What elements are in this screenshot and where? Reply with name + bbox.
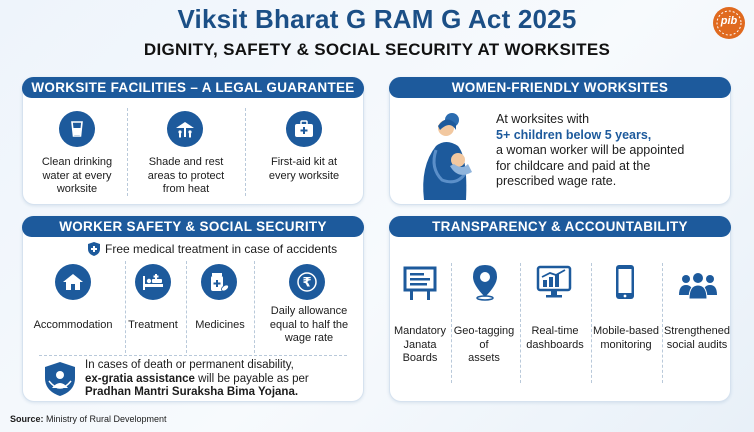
location-pin-icon — [470, 263, 500, 306]
free-treatment-text: Free medical treatment in case of accidents — [105, 242, 338, 256]
safety-caption-accommodation: Accommodation — [33, 319, 113, 331]
safety-caption-medicines: Medicines — [195, 319, 245, 331]
women-text: At worksites with 5+ children below 5 years, a woman worker will be appointed for childcare and paid at the prescribed wage rate. — [496, 112, 685, 188]
dashboard-monitor-icon — [536, 265, 572, 304]
medicine-bottle-icon — [201, 264, 237, 300]
svg-text:₹: ₹ — [302, 275, 312, 291]
transparency-panel — [389, 216, 731, 402]
insurance-shield-icon — [43, 361, 77, 402]
mother-child-illustration — [406, 106, 486, 200]
page-subtitle: DIGNITY, SAFETY & SOCIAL SECURITY AT WORKSITES — [143, 40, 611, 59]
safety-heading: WORKER SAFETY & SOCIAL SECURITY — [22, 216, 364, 237]
safety-caption-allowance: Daily allowance equal to half the wage rate — [269, 305, 349, 344]
first-aid-kit-icon — [286, 111, 322, 147]
facilities-panel — [22, 77, 364, 205]
mobile-phone-icon — [614, 263, 636, 306]
shade-shelter-icon — [167, 111, 203, 147]
safety-panel — [22, 216, 364, 402]
women-panel — [389, 77, 731, 205]
transparency-caption-geotag: Geo-tagging of assets — [453, 325, 515, 364]
house-icon — [55, 264, 91, 300]
notice-board-icon — [402, 265, 438, 306]
transparency-heading: TRANSPARENCY & ACCOUNTABILITY — [389, 216, 731, 237]
pib-logo: pib — [712, 6, 746, 40]
source-note: Source: Ministry of Rural Development — [10, 414, 167, 424]
transparency-caption-mobile: Mobile-based monitoring — [592, 325, 660, 351]
facility-caption-shade: Shade and rest areas to protect from heat — [147, 156, 225, 195]
women-heading: WOMEN-FRIENDLY WORKSITES — [389, 77, 731, 98]
water-glass-icon — [59, 111, 95, 147]
group-people-icon — [678, 271, 718, 306]
rupee-icon — [289, 264, 325, 300]
facility-caption-firstaid: First-aid kit at every worksite — [268, 156, 340, 182]
shield-plus-icon — [87, 241, 101, 262]
exgratia-text: In cases of death or permanent disability, ex-gratia assistance will be payable as per Pradhan Mantri Suraksha Bima Yojana. — [85, 359, 309, 398]
transparency-caption-boards: Mandatory Janata Boards — [394, 325, 446, 364]
hospital-bed-icon — [135, 264, 171, 300]
transparency-caption-dashboards: Real-time dashboards — [526, 325, 584, 351]
safety-caption-treatment: Treatment — [128, 319, 178, 331]
facilities-heading: WORKSITE FACILITIES – A LEGAL GUARANTEE — [22, 77, 364, 98]
transparency-caption-audits: Strengthened social audits — [663, 325, 731, 351]
facility-caption-water: Clean drinking water at every worksite — [41, 156, 113, 195]
page-title: Viksit Bharat G RAM G Act 2025 — [177, 4, 577, 34]
